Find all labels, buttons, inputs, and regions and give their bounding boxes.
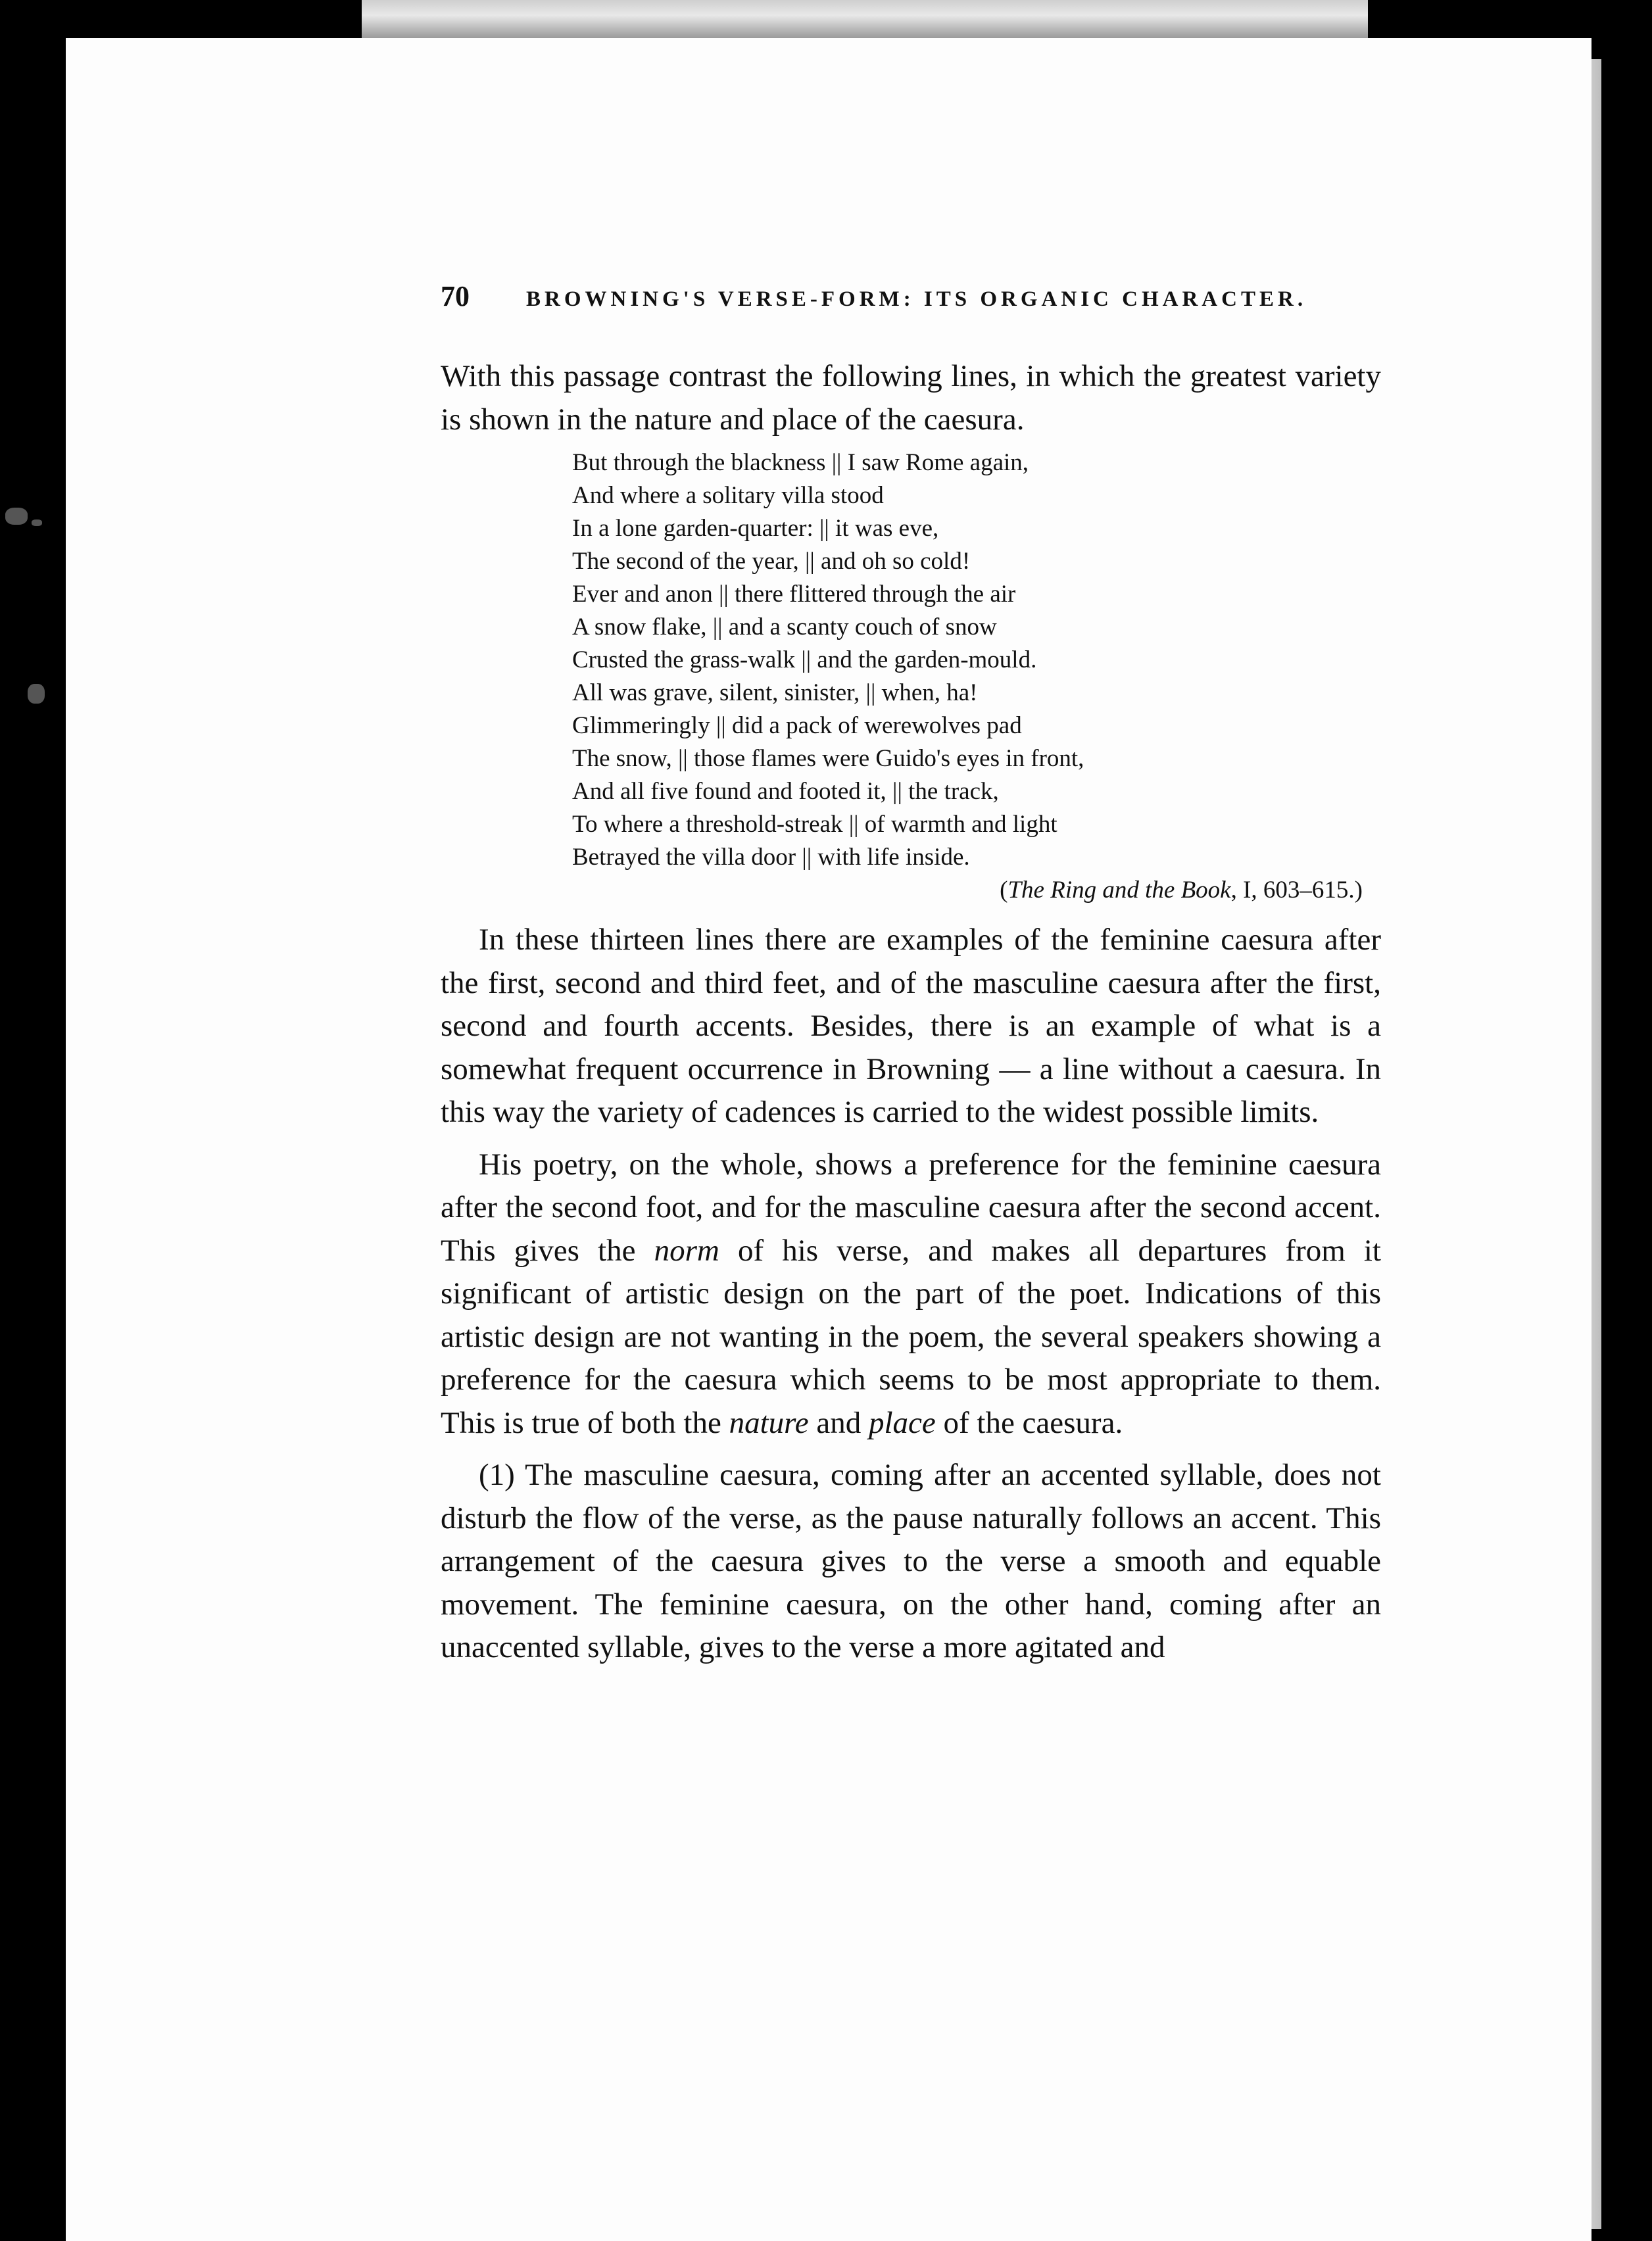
intro-paragraph: With this passage contrast the following lines, in which the greatest variety is shown in the nature and place of the caesura. (441, 359, 1381, 437)
emphasis-norm: norm (654, 1233, 719, 1268)
scan-speck (28, 684, 45, 704)
poem-line: A snow flake, || and a scanty couch of snow (572, 614, 997, 640)
poem-line: To where a threshold-streak || of warmth and light (572, 811, 1057, 838)
running-title: BROWNING'S VERSE-FORM: ITS ORGANIC CHARACTER. (526, 287, 1307, 311)
scan-speck (5, 508, 28, 525)
scan-top-edge (362, 0, 1368, 38)
text-run: and (808, 1405, 869, 1440)
poem-line: And all five found and footed it, || the track, (572, 778, 999, 805)
paragraph-masculine-caesura: (1) The masculine caesura, coming after an accented syllable, does not disturb the flow of the verse, as the pause naturally follows an accent. This arrangement of the caesura gives to the verse a smooth and equable movement. The feminine caesura, on the other hand, coming after an unaccented syllable, gives to the verse a more agitated and (441, 1458, 1381, 1664)
paragraph-thirteen-lines: In these thirteen lines there are examples of the feminine caesura after the first, second and third feet, and of the masculine caesura after the first, second and fourth accents. Besides, there is an example of what is a somewhat frequent occurrence in Browning — a line without a caesura. In this way the variety of cadences is carried to the widest possible limits. (441, 923, 1381, 1129)
emphasis-place: place (868, 1405, 936, 1440)
poem-line: Glimmeringly || did a pack of werewolves pad (572, 712, 1022, 739)
citation-open: ( (1000, 877, 1008, 904)
text-run: of the caesura. (935, 1405, 1123, 1440)
poem-line: And where a solitary villa stood (572, 482, 884, 509)
paragraph-preference (441, 1144, 1381, 1445)
poem-line: In a lone garden-quarter: || it was eve, (572, 515, 939, 542)
scan-speck (32, 519, 42, 526)
poem-line: Crusted the grass-walk || and the garden-mould. (572, 646, 1037, 673)
citation-reference: , I, 603–615.) (1230, 877, 1363, 904)
quoted-poem (572, 446, 1381, 907)
emphasis-nature: nature (729, 1405, 809, 1440)
page-body (441, 355, 1381, 1670)
poem-line: All was grave, silent, sinister, || when, ha! (572, 679, 978, 706)
poem-citation (572, 874, 1381, 907)
poem-line: The second of the year, || and oh so cold! (572, 548, 971, 575)
running-head (441, 279, 1381, 319)
page-number: 70 (441, 280, 470, 312)
text-run: His poetry, on the whole, shows a preference for the feminine caesura after the second foot, and for the masculine caesura after the second accent. This gives the (441, 1147, 1381, 1268)
text-run: of his verse, and makes all departures from it significant of artistic design on the part of the poet. Indications of this artistic design are not wanting in the poem, the several speakers showing a preference for the caesura which seems to be most appropriate to them. This is true of both the (441, 1233, 1381, 1440)
poem-line: Ever and anon || there flittered through the air (572, 581, 1016, 608)
citation-title: The Ring and the Book (1008, 877, 1231, 904)
poem-line: The snow, || those flames were Guido's eyes in front, (572, 745, 1084, 772)
poem-line: Betrayed the villa door || with life inside. (572, 844, 970, 871)
poem-line: But through the blackness || I saw Rome again, (572, 449, 1029, 476)
